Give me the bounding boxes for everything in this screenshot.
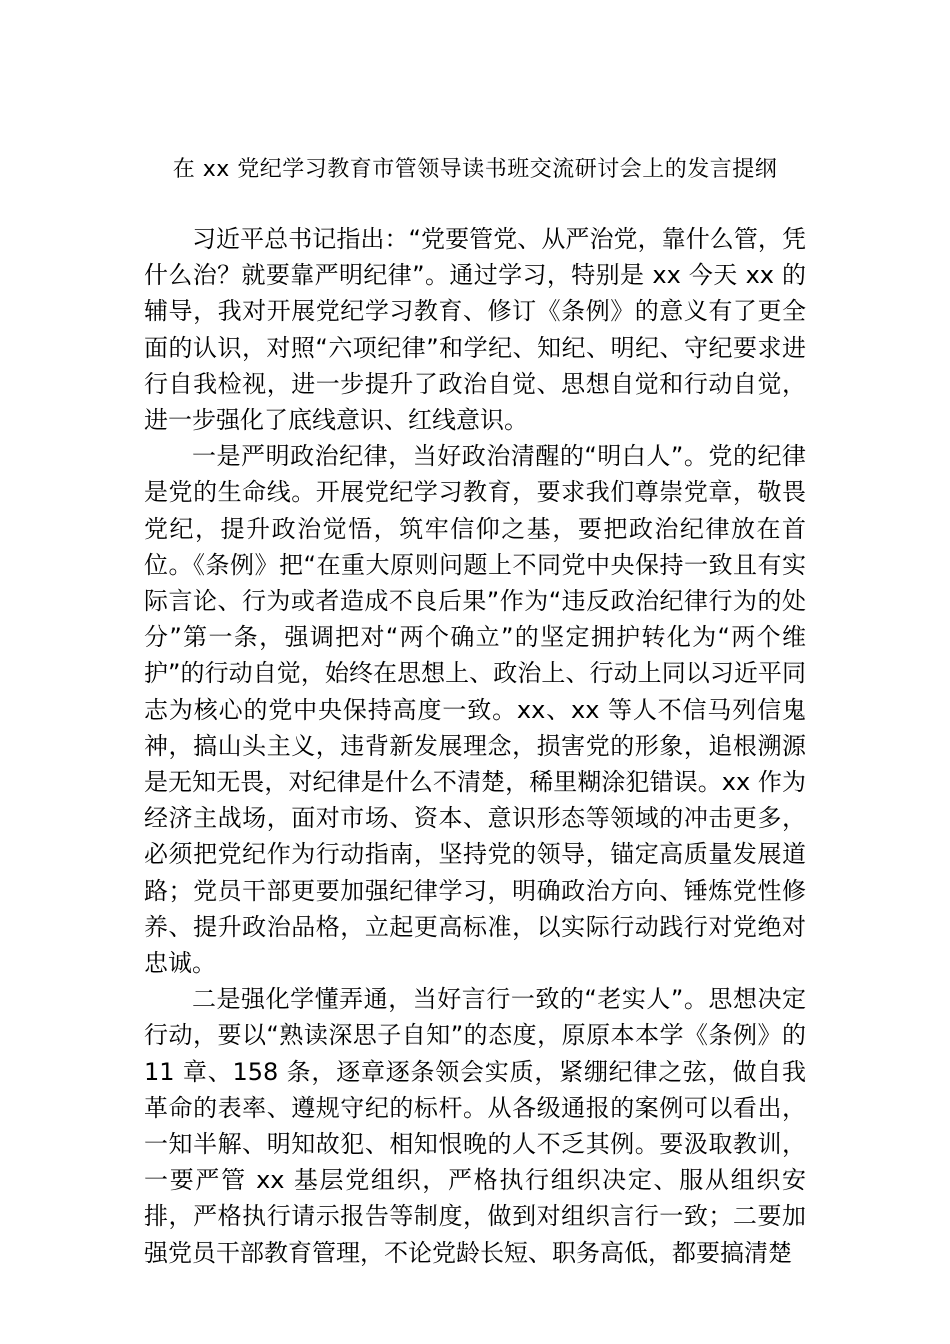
document-body xyxy=(144,221,806,1271)
paragraph-point-one: 一是严明政治纪律，当好政治清醒的“明白人”。党的纪律是党的生命线。开展党纪学习教育，要求我们尊崇党章，敬畏党纪，提升政治觉悟，筑牢信仰之基，要把政治纪律放在首位。《条例》把“在重大原则问题上不同党中央保持一致且有实际言论、行为或者造成不良后果”作为“违反政治纪律行为的处分”第一条，强调把对“两个确立”的坚定拥护转化为“两个维护”的行动自觉，始终在思想上、政治上、行动上同以习近平同志为核心的党中央保持高度一致。xx、xx 等人不信马列信鬼神，搞山头主义，违背新发展理念，损害党的形象，追根溯源是无知无畏，对纪律是什么不清楚，稀里糊涂犯错误。xx 作为经济主战场，面对市场、资本、意识形态等领域的冲击更多，必须把党纪作为行动指南，坚持党的领导，锚定高质量发展道路；党员干部更要加强纪律学习，明确政治方向、锤炼党性修养、提升政治品格，立起更高标准，以实际行动践行对党绝对忠诚。 xyxy=(144,442,806,978)
paragraph-intro: 习近平总书记指出：“党要管党、从严治党，靠什么管，凭什么治？就要靠严明纪律”。通过学习，特别是 xx 今天 xx 的辅导，我对开展党纪学习教育、修订《条例》的意义有了更全面的认识，对照“六项纪律”和学纪、知纪、明纪、守纪要求进行自我检视，进一步提升了政治自觉、思想自觉和行动自觉，进一步强化了底线意识、红线意识。 xyxy=(144,225,806,435)
paragraph-point-two: 二是强化学懂弄通，当好言行一致的“老实人”。思想决定行动，要以“熟读深思子自知”的态度，原原本本学《条例》的 11 章、158 条，逐章逐条领会实质，紧绷纪律之弦，做自我革命的表率、遵规守纪的标杆。从各级通报的案例可以看出，一知半解、明知故犯、相知恨晚的人不乏其例。要汲取教训，一要严管 xx 基层党组织，严格执行组织决定、服从组织安排，严格执行请示报告等制度，做到对组织言行一致；二要加强党员干部教育管理，不论党龄长短、职务高低，都要搞清楚 xyxy=(144,985,806,1267)
document-title: 在 xx 党纪学习教育市管领导读书班交流研讨会上的发言提纲 xyxy=(172,157,778,182)
